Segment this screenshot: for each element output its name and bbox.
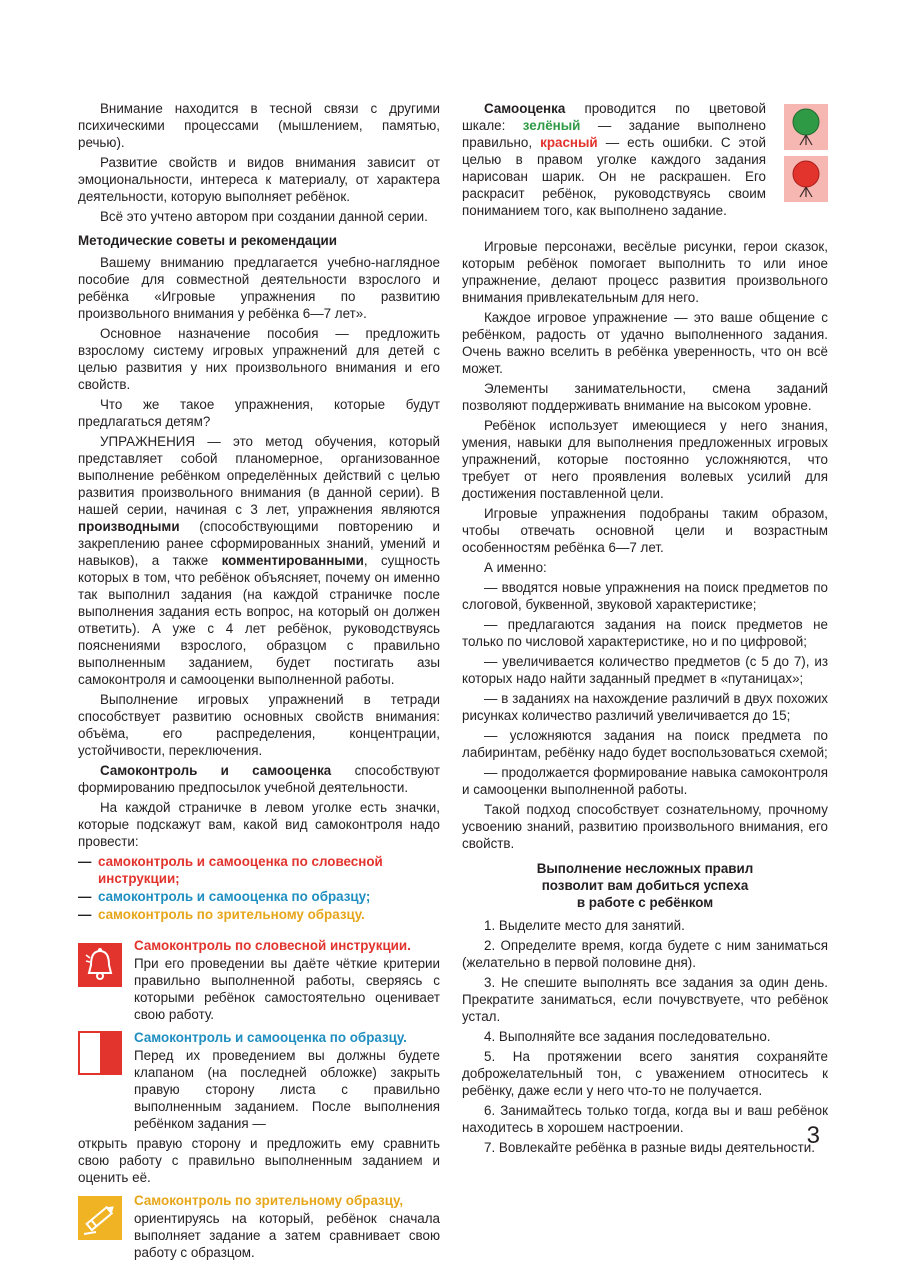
verbal-instruction-block: [78, 937, 440, 1023]
rule-item: 4. Выполняйте все задания последовательно.: [484, 1029, 771, 1044]
list-item: — самоконтроль по зрительному образцу.: [78, 907, 365, 922]
paragraph: Выполнение игровых упражнений в тетради способствует развитию основных свойств внимания: объёма, его распределения, концентрации, устойчивости, переключения.: [78, 692, 440, 758]
red-balloon-box: [784, 156, 828, 202]
sample-block: [78, 1029, 440, 1186]
self-evaluation-block: [462, 100, 828, 219]
list-item: — в заданиях на нахождение различий в двух похожих рисунках количество различий увеличивается до 15;: [462, 691, 828, 723]
paragraph: Каждое игровое упражнение — это ваше общение с ребёнком, радость от удачно выполненного задания. Очень важно вселить в ребёнка уверенность, что он всё может.: [462, 310, 828, 376]
paragraph: Такой подход способствует сознательному, прочному усвоению знаний, развитию произвольного внимания, его свойств.: [462, 802, 828, 851]
block-text: При его проведении вы даёте чёткие критерии правильно выполненной работы, сверяясь с которыми ребёнок самостоятельно оценивает свою работу.: [134, 956, 440, 1022]
block-text: ориентируясь на который, ребёнок сначала выполняет задание а затем сравнивает свою работу с образцом.: [134, 1211, 440, 1260]
visual-sample-block: [78, 1192, 440, 1261]
rules-heading: Выполнение несложных правил позволит вам добиться успеха в работе с ребёнком: [536, 861, 754, 910]
list-item: — предлагаются задания на поиск предметов не только по числовой характеристике, но и по цифровой;: [462, 617, 828, 649]
rule-item: 1. Выделите место для занятий.: [484, 918, 685, 933]
block-title: Самоконтроль по словесной инструкции.: [134, 938, 411, 953]
balloon-scale: [784, 104, 828, 208]
paragraph: Элементы занимательности, смена заданий позволяют поддерживать внимание на высоком уровне.: [462, 381, 828, 413]
paragraph-exercises: УПРАЖНЕНИЯ — это метод обучения, который представляет собой планомерное, организованное выполнение ребёнком определённых действий с целью развития произвольного внимания (в данной серии). В нашей серии, начиная с 3 лет, упражнения являются производными (способствующими повторению и закреплению ранее сформированных знаний, умений и навыков), а также комментированными, сущность которых в том, что ребёнок объясняет, почему он именно так выполнил задания (на каждой страничке после выполнения задания есть вопрос, на который он должен ответить). А уже с 4 лет ребёнок, руководствуясь пояснениями взрослого, образцом с правильно выполненным заданием, будет постигать азы самоконтроля и самооценки выполненной работы.: [78, 434, 440, 687]
page-number: 3: [806, 1122, 820, 1149]
rule-item: 5. На протяжении всего занятия сохраняйте доброжелательный тон, с уважением относитесь к ребёнку, даже если у него что-то не получается.: [462, 1049, 828, 1098]
rule-item: 6. Занимайтесь только тогда, когда вы и ваш ребёнок находитесь в хорошем настроении.: [462, 1103, 828, 1135]
list-item: — увеличивается количество предметов (с 5 до 7), из которых надо найти заданный предмет в «путаницах»;: [462, 654, 828, 686]
list-item: — продолжается формирование навыка самоконтроля и самооценки выполненной работы.: [462, 765, 828, 797]
paragraph: Что же такое упражнения, которые будут предлагаться детям?: [78, 397, 440, 429]
list-item: — самоконтроль и самооценка по словесной инструкции;: [78, 854, 383, 886]
paragraph: Основное назначение пособия — предложить взрослому систему игровых упражнений для детей с целью развития у них произвольного внимания и его свойств.: [78, 326, 440, 392]
self-evaluation-paragraph: Самооценка проводится по цветовой шкале: зелёный — задание выполнено правильно, красный — есть ошибки. С этой целью в правом уголке каждого задания нарисован шарик. Он не раскрашен. Его раскрасит ребёнок, руководствуясь своим пониманием того, как выполнено задание.: [462, 101, 766, 218]
list-item: — усложняются задания на поиск предмета по лабиринтам, ребёнку надо будет воспользоваться схемой;: [462, 728, 828, 760]
block-text-continued: открыть правую сторону и предложить ему сравнить свою работу с правильно выполненным заданием и оценить её.: [78, 1136, 440, 1185]
intro-paragraph: Всё это учтено автором при создании данной серии.: [100, 209, 428, 224]
paragraph: Вашему вниманию предлагается учебно-наглядное пособие для совместной деятельности взрослого и ребёнка «Игровые упражнения по развитию произвольного внимания у ребёнка 6—7 лет».: [78, 255, 440, 321]
green-balloon-icon: [784, 104, 828, 150]
half-page-icon: [78, 1031, 122, 1075]
bell-icon: [78, 943, 122, 987]
intro-paragraph: Развитие свойств и видов внимания зависит от эмоциональности, интереса к материалу, от характера деятельности, которую выполняет ребёнок.: [78, 155, 440, 204]
red-balloon-icon: [784, 156, 828, 202]
paragraph: На каждой страничке в левом уголке есть значки, которые подскажут вам, какой вид самоконтроля надо провести:: [78, 800, 440, 849]
intro-paragraph: Внимание находится в тесной связи с другими психическими процессами (мышлением, памятью, речью).: [78, 101, 440, 150]
paragraph: Ребёнок использует имеющиеся у него знания, умения, навыки для выполнения предложенных игровых упражнений, которые постоянно усложняются, что требует от него проявления волевых усилий для достижения поставленной цели.: [462, 418, 828, 501]
pencil-icon: [78, 1196, 122, 1240]
paragraph-self-control: Самоконтроль и самооценка способствуют формированию предпосылок учебной деятельности.: [78, 763, 440, 795]
term-derivative: производными: [78, 519, 180, 534]
rule-item: 3. Не спешите выполнять все задания за один день. Прекратите заниматься, если почувствуете, что ребёнок устал.: [462, 975, 828, 1024]
block-title: Самоконтроль по зрительному образцу,: [134, 1193, 404, 1208]
right-column: [462, 100, 828, 1159]
paragraph: Игровые персонажи, весёлые рисунки, герои сказок, которым ребёнок помогает выполнить то или иное упражнение, делают процесс развития произвольного внимания привлекательным для него.: [462, 239, 828, 305]
green-word: зелёный: [522, 118, 581, 133]
red-word: красный: [540, 135, 598, 150]
block-text: Перед их проведением вы должны будете клапаном (на последней обложке) закрыть правую сторону листа с правильно выполненным заданием. После выполнения ребёнком задания —: [134, 1048, 440, 1131]
term-commented: комментированными: [221, 553, 364, 568]
list-item: — самоконтроль и самооценка по образцу;: [78, 889, 371, 904]
paragraph: Игровые упражнения подобраны таким образом, чтобы отвечать основной цели и возрастным особенностям ребёнка 6—7 лет.: [462, 506, 828, 555]
block-title: Самоконтроль и самооценка по образцу.: [134, 1030, 407, 1045]
list-item: — вводятся новые упражнения на поиск предметов по слоговой, буквенной, звуковой характеристике;: [462, 580, 828, 612]
left-column: [78, 100, 440, 1264]
rule-item: 7. Вовлекайте ребёнка в разные виды деятельности.: [484, 1140, 815, 1155]
section-heading: Методические советы и рекомендации: [78, 233, 337, 248]
rule-item: 2. Определите время, когда будете с ним заниматься (желательно в первой половине дня).: [462, 938, 828, 970]
paragraph: А именно:: [484, 560, 547, 575]
green-balloon-box: [784, 104, 828, 150]
